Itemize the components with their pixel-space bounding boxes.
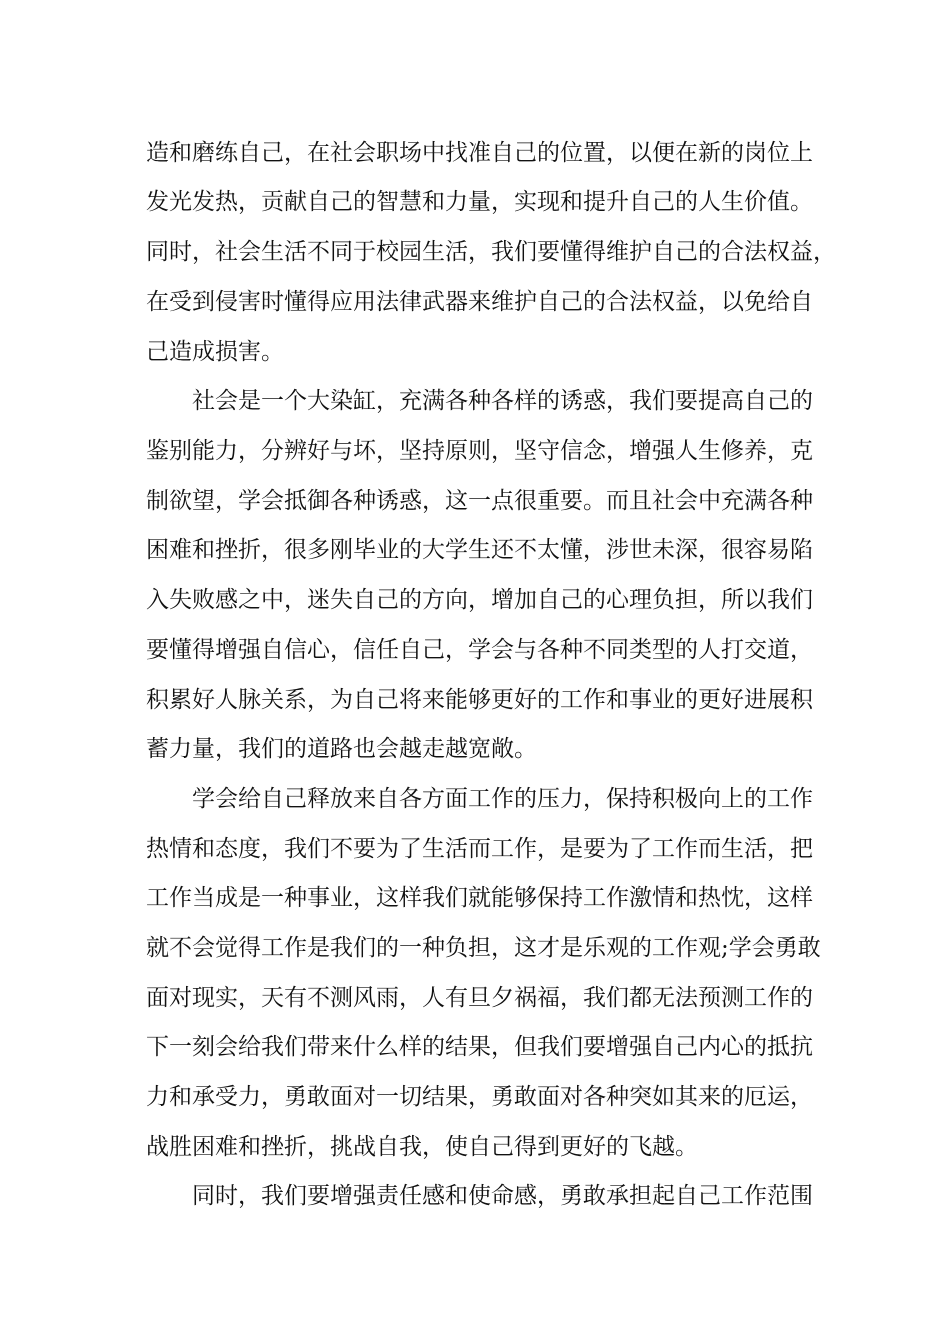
paragraph-first-line: 同时，我们要增强责任感和使命感，勇敢承担起自己工作范围 [192,1183,813,1209]
text-line: 制欲望，学会抵御各种诱惑，这一点很重要。而且社会中充满各种 [146,488,813,514]
paragraph-first-line: 学会给自己释放来自各方面工作的压力，保持积极向上的工作 [192,786,813,812]
text-line: 下一刻会给我们带来什么样的结果，但我们要增强自己内心的抵抗 [146,1034,813,1060]
text-line: 发光发热，贡献自己的智慧和力量，实现和提升自己的人生价值。 [146,189,813,215]
text-line: 热情和态度，我们不要为了生活而工作，是要为了工作而生活，把 [146,836,813,862]
text-line: 面对现实，天有不测风雨，人有旦夕祸福，我们都无法预测工作的 [146,985,813,1011]
text-line: 蓄力量，我们的道路也会越走越宽敞。 [146,736,537,762]
text-line: 要懂得增强自信心，信任自己，学会与各种不同类型的人打交道， [146,637,813,663]
text-line: 同时，社会生活不同于校园生活，我们要懂得维护自己的合法权益， [146,239,836,265]
text-line: 己造成损害。 [146,339,284,365]
text-line: 入失败感之中，迷失自己的方向，增加自己的心理负担，所以我们 [146,587,813,613]
text-line: 就不会觉得工作是我们的一种负担，这才是乐观的工作观;学会勇敢 [146,935,821,961]
paragraph-first-line: 社会是一个大染缸，充满各种各样的诱惑，我们要提高自己的 [192,388,813,414]
text-line: 战胜困难和挫折，挑战自我，使自己得到更好的飞越。 [146,1134,698,1160]
text-line: 在受到侵害时懂得应用法律武器来维护自己的合法权益，以免给自 [146,289,813,315]
text-line: 力和承受力，勇敢面对一切结果，勇敢面对各种突如其来的厄运， [146,1084,813,1110]
text-line: 造和磨练自己，在社会职场中找准自己的位置，以便在新的岗位上 [146,140,813,166]
text-line: 工作当成是一种事业，这样我们就能够保持工作激情和热忱，这样 [146,885,813,911]
text-line: 困难和挫折，很多刚毕业的大学生还不太懂，涉世未深，很容易陷 [146,537,813,563]
text-line: 积累好人脉关系，为自己将来能够更好的工作和事业的更好进展积 [146,687,813,713]
text-line: 鉴别能力，分辨好与坏，坚持原则，坚守信念，增强人生修养，克 [146,438,813,464]
